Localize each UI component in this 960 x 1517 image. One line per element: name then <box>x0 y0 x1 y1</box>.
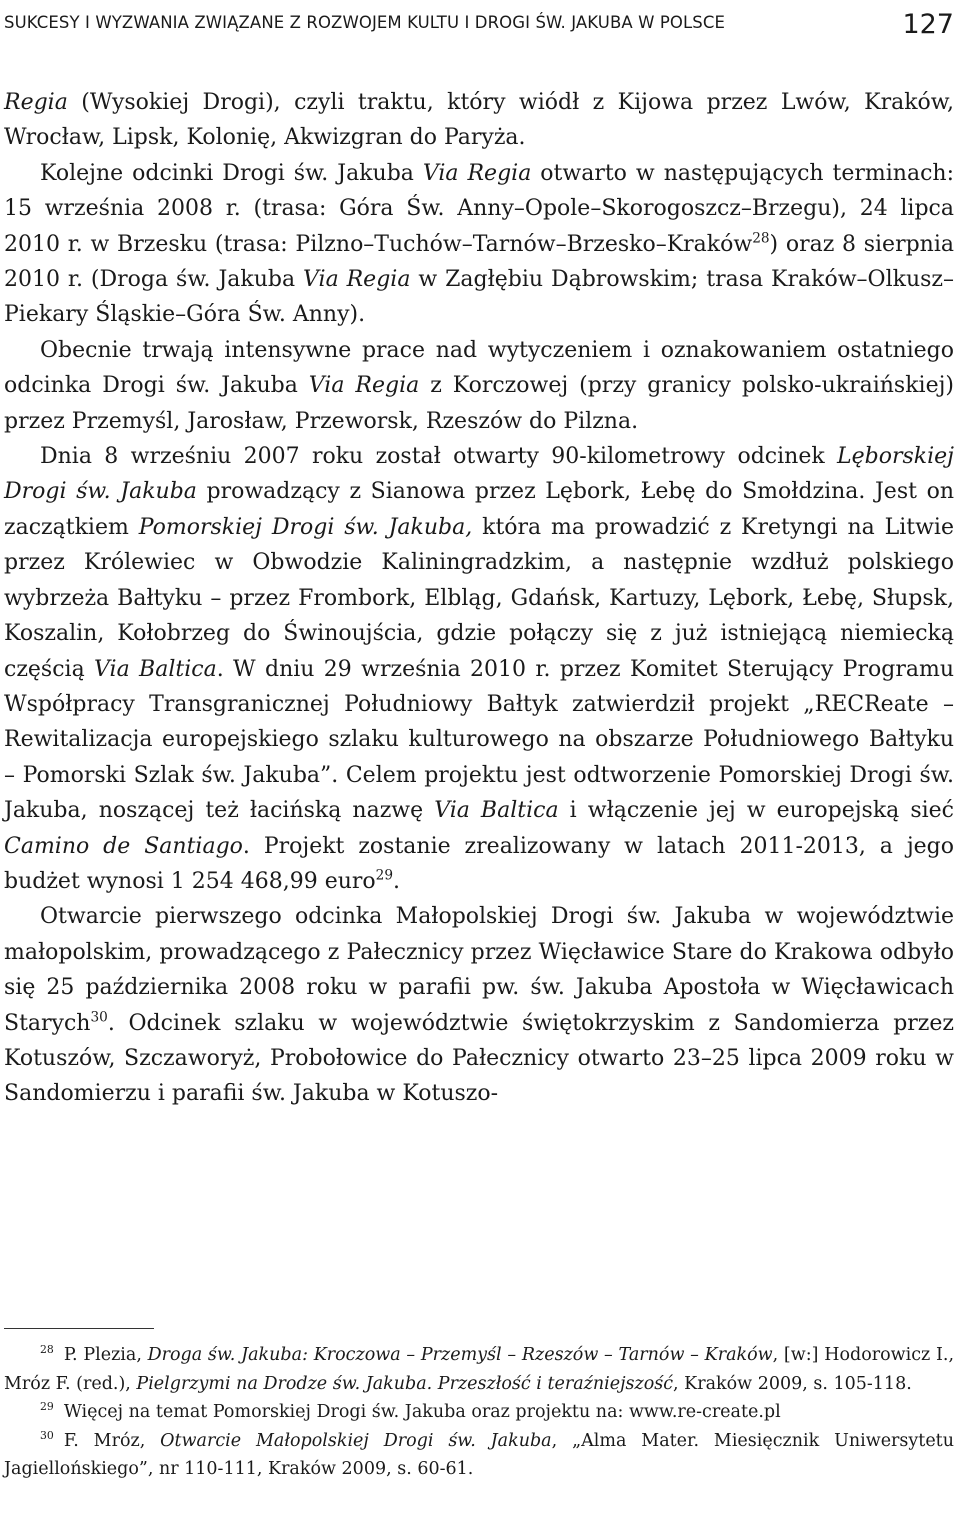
text-run: . W dniu 29 września 2010 r. przez Komitet Sterujący Programu Współpracy Transgranicznej Południowy Bałtyk zatwierdził projekt „RECReate – Rewitalizacja europejskiego szlaku kulturowego na obszarze Południowego Bałtyku – Pomorski Szlak św. Jakuba”. Celem projektu jest odtworzenie Pomorskiej Drogi św. Jakuba, noszącej też łacińską nazwę <box>4 656 954 824</box>
text-run: z Korczowej (przy granicy polsko-ukraińskiej) przez Przemyśl, Jarosław, Przeworsk, Rzeszów do Pilzna. <box>4 373 955 434</box>
footnote-separator <box>4 1328 154 1329</box>
text-run: F. Mróz, <box>63 1430 161 1451</box>
italic-term: Pomorskiej Drogi św. Jakuba, <box>138 514 473 540</box>
italic-term: Regia <box>4 90 68 115</box>
italic-term: Via Regia <box>303 267 411 293</box>
text-run: Kolejne odcinki Drogi św. Jakuba <box>40 160 423 186</box>
text-run: , „Alma Mater. Miesięcznik Uniwersytetu Jagiellońskiego”, nr 110-111, Kraków 2009, s. 60-61. <box>4 1430 954 1480</box>
footnote-ref-28[interactable]: 28 <box>752 230 770 247</box>
body-text <box>4 85 954 1112</box>
text-run: . Odcinek szlaku w województwie świętokrzyskim z Sandomierza przez Kotuszów, Szczaworyż, Probołowice do Pałecznicy otwarto 23–25 lipca 2009 roku w Sandomierzu i parafii św. Jakuba w Kotuszo- <box>4 1010 954 1107</box>
text-run: prowadzący z Sianowa przez Lębork, Łebę do Smołdzina. Jest on zaczątkiem <box>4 479 954 540</box>
italic-title: Pielgrzymi na Drodze św. Jakuba. Przeszłość i teraźniejszość <box>136 1373 674 1394</box>
footnote-ref-30[interactable]: 30 <box>90 1009 108 1026</box>
running-title: SUKCESY I WYZWANIA ZWIĄZANE Z ROZWOJEM KULTU I DROGI ŚW. JAKUBA W POLSCE <box>4 13 726 32</box>
italic-title: Droga św. Jakuba: Kroczowa – Przemyśl – Rzeszów – Tarnów – Kraków <box>147 1345 773 1365</box>
footnote-30 <box>4 1427 954 1484</box>
text-run: Dnia 8 wrześniu 2007 roku został otwarty 90-kilometrowy odcinek <box>40 444 838 470</box>
text-run: otwarto w następujących terminach: 15 września 2008 r. (trasa: Góra Św. Anny–Opole–Skorogoszcz–Brzegu), 24 lipca 2010 r. w Brzesku (trasa: Pilzno–Tuchów–Tarnów–Brzesko–Kraków <box>4 160 954 257</box>
footnotes <box>4 1341 954 1484</box>
page-number: 127 <box>902 9 954 40</box>
text-run: , Kraków 2009, s. 105-118. <box>673 1373 912 1394</box>
footnote-29 <box>4 1398 954 1427</box>
text-run: Obecnie trwają intensywne prace nad wytyczeniem i oznakowaniem ostatniego odcinka Drogi św. Jakuba <box>4 337 954 399</box>
paragraph-3 <box>4 333 954 439</box>
italic-term: Lęborskiej Drogi św. Jakuba <box>4 444 954 505</box>
footnote-number: 30 <box>40 1428 54 1442</box>
italic-term: Via Baltica <box>94 656 217 682</box>
text-run: i włączenie jej w europejską sieć <box>558 798 955 824</box>
text-run: Więcej na temat Pomorskiej Drogi św. Jakuba oraz projektu na: www.re-create.pl <box>63 1402 781 1423</box>
text-run: (Wysokiej Drogi), czyli traktu, który wiódł z Kijowa przez Lwów, Kraków, Wrocław, Lipsk, Kolonię, Akwizgran do Paryża. <box>4 90 954 151</box>
text-run: która ma prowadzić z Kretyngi na Litwie przez Królewiec w Obwodzie Kaliningradzkim, a następnie wzdłuż polskiego wybrzeża Bałtyku – przez Frombork, Elbląg, Gdańsk, Kartuzy, Lębork, Łebę, Słupsk, Koszalin, Kołobrzeg do Świnoujścia, gdzie połączy się z już istniejącą niemiecką częścią <box>4 514 954 682</box>
italic-title: Otwarcie Małopolskiej Drogi św. Jakuba <box>160 1430 552 1451</box>
text-run: Otwarcie pierwszego odcinka Małopolskiej Drogi św. Jakuba w województwie małopolskim, prowadzącego z Pałecznicy przez Więcławice Stare do Krakowa odbyło się 25 października 2008 roku w parafii pw. św. Jakuba Apostoła w Więcławicach Starych <box>4 904 954 1036</box>
text-run: , [w:] Hodorowicz I., Mróz F. (red.), <box>4 1345 955 1394</box>
italic-term: Via Regia <box>422 160 532 186</box>
italic-term: Camino de Santiago <box>4 833 243 859</box>
page-header <box>4 0 954 38</box>
paragraph-4 <box>4 439 954 899</box>
italic-term: Via Regia <box>308 373 420 399</box>
text-run: ) oraz 8 sierpnia 2010 r. (Droga św. Jakuba <box>4 231 954 293</box>
footnote-number: 28 <box>40 1343 54 1357</box>
footnote-ref-29[interactable]: 29 <box>375 867 394 884</box>
text-run: . <box>393 868 401 894</box>
text-run: P. Plezia, <box>63 1345 148 1365</box>
paragraph-1 <box>4 85 954 156</box>
italic-term: Via Baltica <box>434 798 559 824</box>
text-run: . Projekt zostanie zrealizowany w latach 2011-2013, a jego budżet wynosi 1 254 468,99 euro <box>4 833 955 894</box>
paragraph-5 <box>4 899 954 1111</box>
paragraph-2 <box>4 156 954 333</box>
footnote-number: 29 <box>40 1400 54 1414</box>
text-run: w Zagłębiu Dąbrowskim; trasa Kraków–Olkusz–Piekary Śląskie–Góra Św. Anny). <box>4 267 954 328</box>
footnote-28 <box>4 1341 954 1398</box>
